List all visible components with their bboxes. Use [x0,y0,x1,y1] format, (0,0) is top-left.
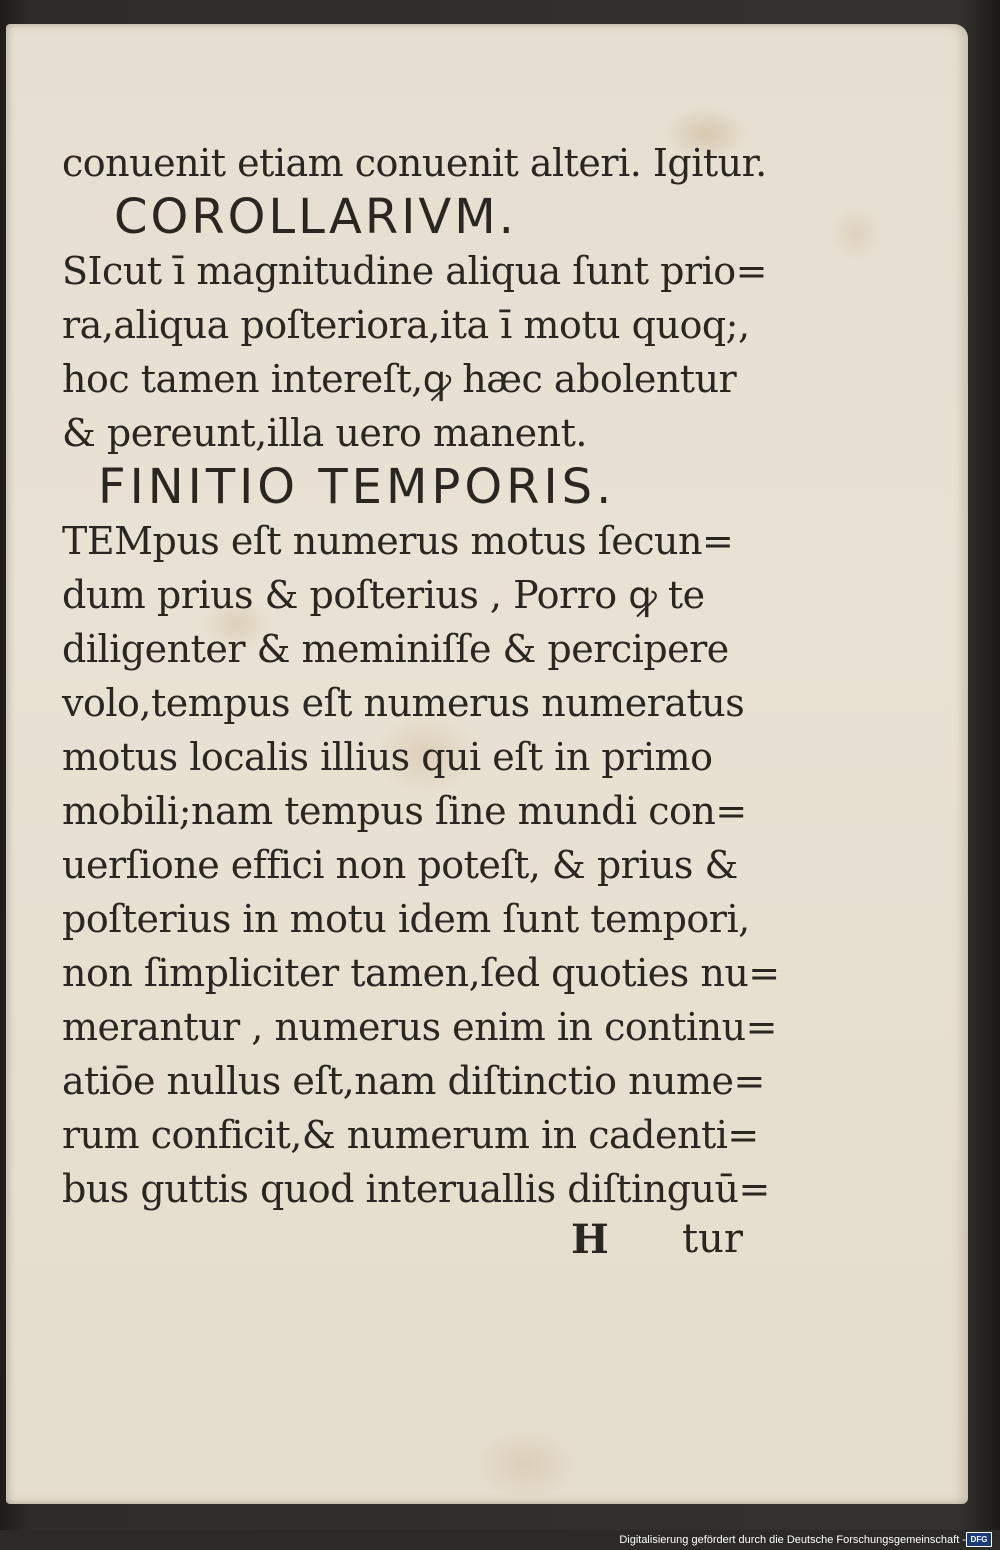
signature-mark: H [571,1216,609,1263]
text-line: diligenter & meminiſſe & percipere [62,627,729,671]
catchword: tur [682,1216,743,1262]
text-line: hoc tamen intereſt,ꝙ hæc abolentur [62,357,737,401]
text-line: poſterius in motu idem ſunt tempori, [62,897,750,941]
text-line: merantur , numerus enim in continu= [62,1005,777,1049]
text-line: motus localis illius qui eſt in primo [62,735,713,779]
text-line: dum prius & poſterius , Porro ꝙ te [62,573,705,617]
dfg-logo: DFG [966,1532,992,1547]
page-text [62,136,780,1216]
digitization-credit: Digitalisierung gefördert durch die Deutsche Forschungsgemeinschaft - [619,1534,966,1546]
text-line: volo,tempus eſt numerus numeratus [62,681,745,725]
text-line: TEMpus eſt numerus motus ſecun= [62,519,734,563]
text-line: atiōe nullus eſt,nam diſtinctio nume= [62,1059,765,1103]
text-line: conuenit etiam conuenit alteri. Igitur. [62,141,767,185]
text-line: mobili;nam tempus ſine mundi con= [62,789,747,833]
text-line: rum conficit,& numerum in cadenti= [62,1113,759,1157]
text-line: uerſione effici non poteſt, & prius & [62,843,738,887]
text-line: & pereunt,illa uero manent. [62,411,587,455]
text-line: bus guttis quod interuallis diſtinguū= [62,1167,770,1211]
text-line: non ſimpliciter tamen,ſed quoties nu= [62,951,780,995]
text-line: ra,aliqua poſteriora,ita ī motu quoq;, [62,303,750,347]
heading-corollarium: COROLLARIVM. [114,189,517,245]
book-page [6,24,968,1504]
text-line: SIcut ī magnitudine aliqua ſunt prio= [62,249,768,293]
heading-finitio-temporis: FINITIO TEMPORIS. [98,459,616,515]
